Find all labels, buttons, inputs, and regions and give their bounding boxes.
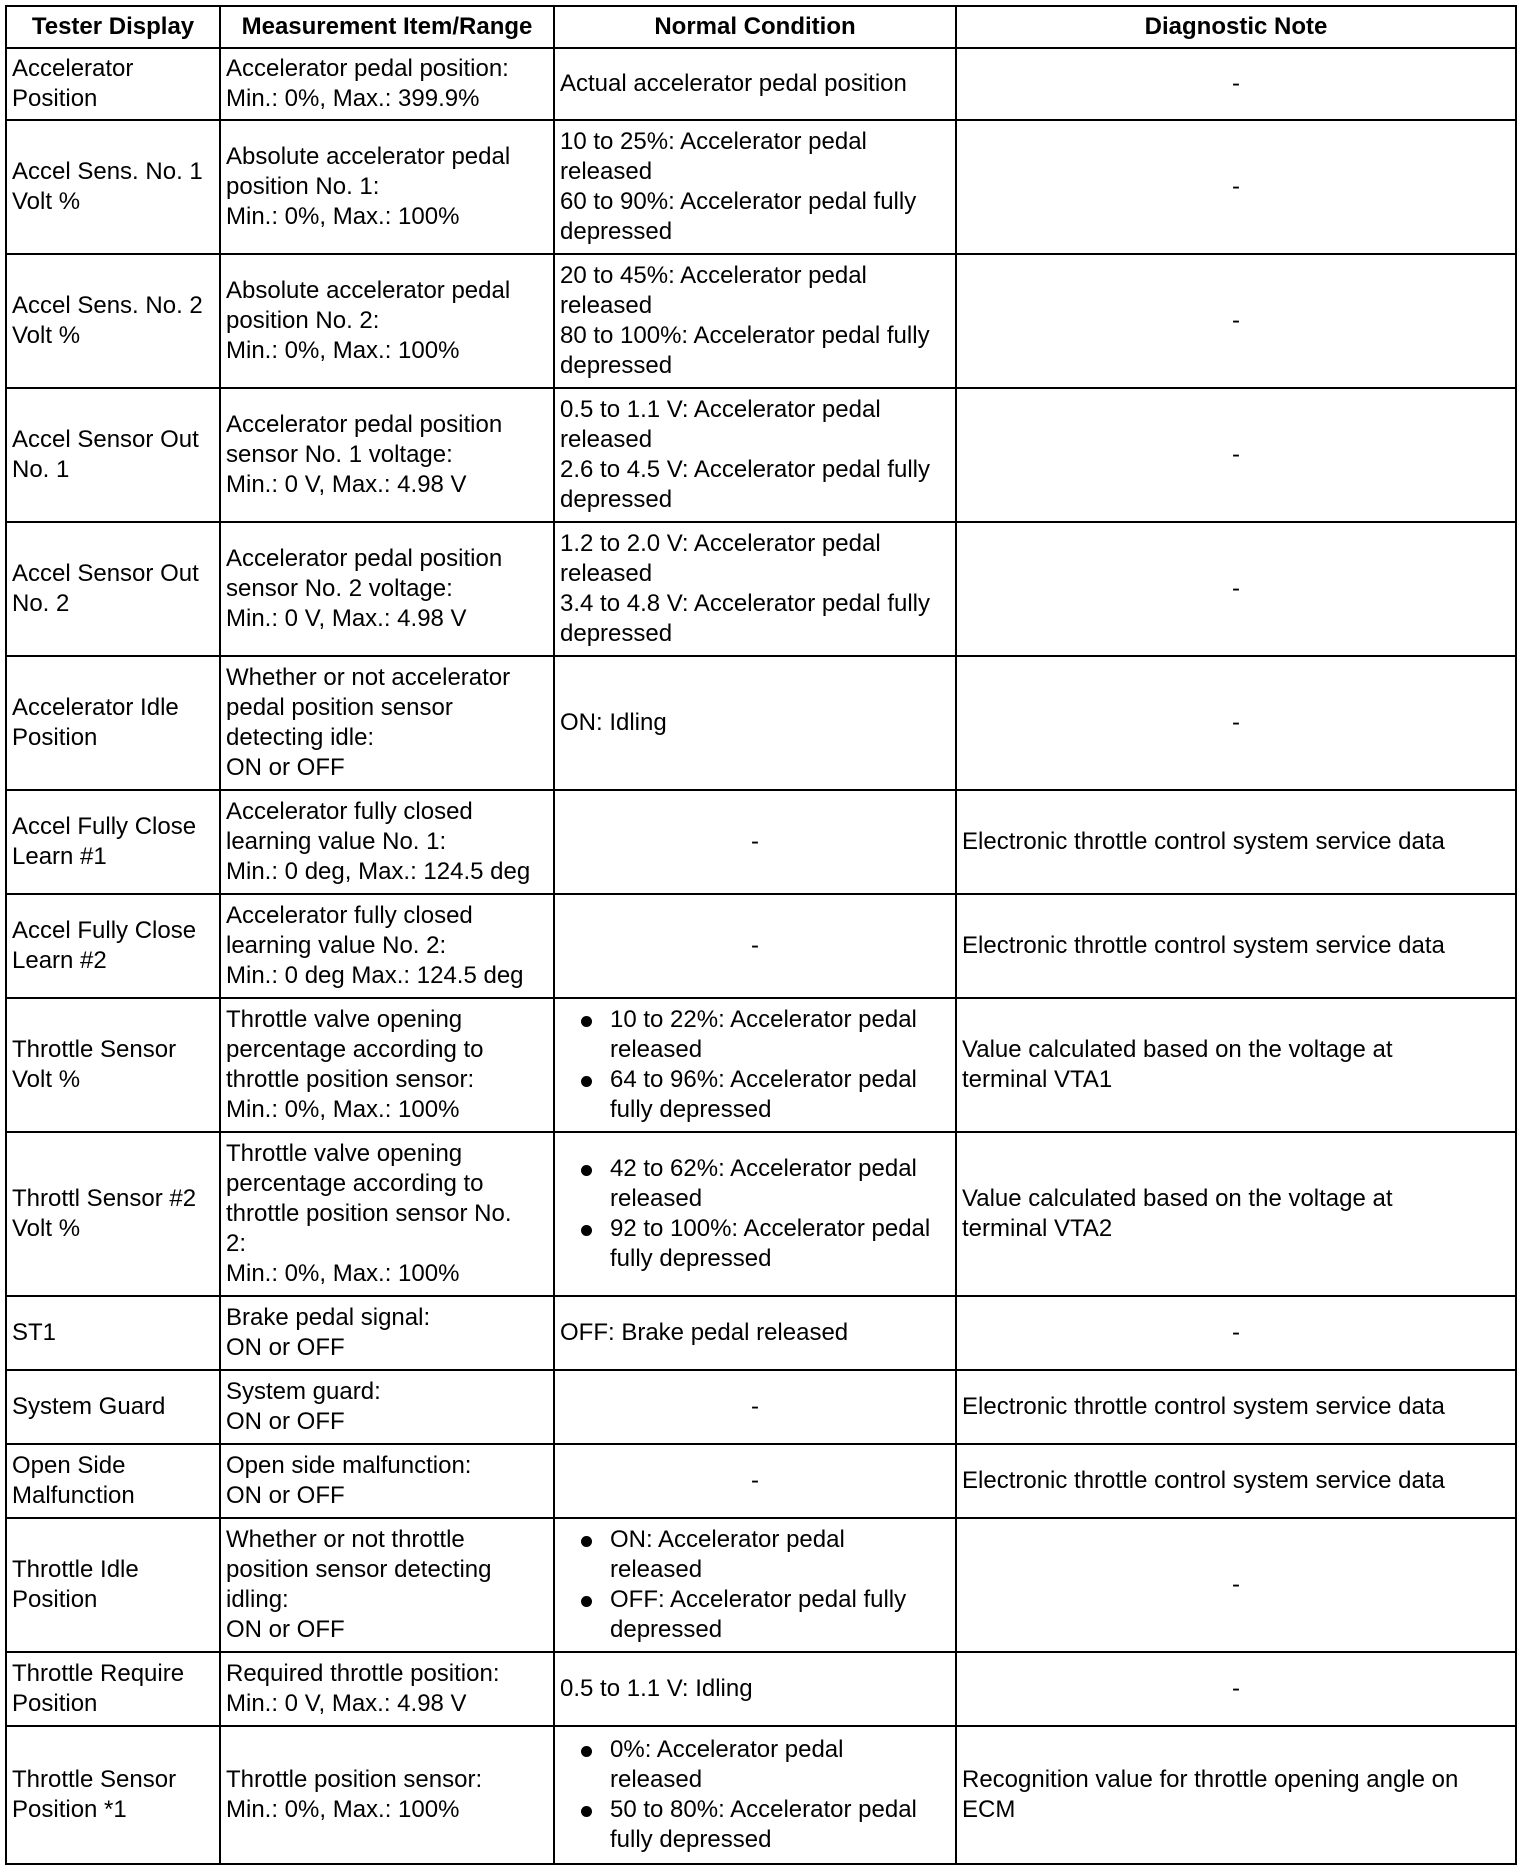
condition-bullet-item [560, 1525, 950, 1585]
tester-display-line: Position [12, 1586, 98, 1613]
measurement-item-cell [220, 254, 554, 388]
tester-display-cell [6, 120, 220, 254]
condition-line: released [610, 1185, 703, 1212]
measurement-line: Brake pedal signal: [226, 1304, 431, 1331]
condition-line: released [560, 158, 653, 185]
measurement-line: 2: [226, 1230, 247, 1257]
measurement-line: ON or OFF [226, 1616, 345, 1643]
condition-line: 20 to 45%: Accelerator pedal [560, 262, 867, 289]
table-row [6, 1518, 1516, 1652]
measurement-item-cell [220, 1652, 554, 1726]
condition-line: 42 to 62%: Accelerator pedal [610, 1155, 917, 1182]
condition-line: - [751, 1393, 759, 1420]
tester-display-line: No. 1 [12, 456, 70, 483]
condition-line: released [610, 1036, 703, 1063]
condition-line: 60 to 90%: Accelerator pedal fully [560, 188, 917, 215]
measurement-item-cell [220, 790, 554, 894]
measurement-item-cell [220, 522, 554, 656]
header-diagnostic-note: Diagnostic Note [956, 6, 1516, 48]
tester-display-line: Position *1 [12, 1796, 127, 1823]
tester-display-line: Accel Sens. No. 1 [12, 158, 203, 185]
measurement-item-cell [220, 388, 554, 522]
table-row [6, 1296, 1516, 1370]
condition-bullet-list [560, 1525, 950, 1645]
condition-bullet-list [560, 1154, 950, 1274]
measurement-line: Accelerator fully closed [226, 902, 473, 929]
normal-condition-cell [554, 1726, 956, 1864]
condition-line: depressed [560, 218, 673, 245]
measurement-item-cell [220, 1518, 554, 1652]
tester-display-line: Accelerator [12, 55, 134, 82]
measurement-line: System guard: [226, 1378, 381, 1405]
measurement-item-cell [220, 1370, 554, 1444]
normal-condition-cell [554, 1370, 956, 1444]
condition-bullet-item [560, 1214, 950, 1274]
measurement-line: Whether or not throttle [226, 1526, 465, 1553]
note-line: - [1232, 70, 1240, 97]
measurement-line: Accelerator pedal position [226, 545, 503, 572]
tester-display-line: Accelerator Idle [12, 694, 179, 721]
table-row [6, 656, 1516, 790]
diagnostic-note-cell [956, 120, 1516, 254]
measurement-line: sensor No. 2 voltage: [226, 575, 453, 602]
measurement-line: Min.: 0 deg Max.: 124.5 deg [226, 962, 524, 989]
measurement-item-cell [220, 120, 554, 254]
measurement-line: percentage according to [226, 1036, 484, 1063]
diagnostic-note-cell [956, 522, 1516, 656]
condition-line: released [610, 1766, 703, 1793]
tester-display-cell [6, 998, 220, 1132]
measurement-line: Whether or not accelerator [226, 664, 511, 691]
tester-display-line: Position [12, 724, 98, 751]
measurement-item-cell [220, 1296, 554, 1370]
tester-display-line: ST1 [12, 1319, 57, 1346]
condition-line: 2.6 to 4.5 V: Accelerator pedal fully [560, 456, 930, 483]
normal-condition-cell [554, 656, 956, 790]
tester-display-cell [6, 1132, 220, 1296]
note-line: Recognition value for throttle opening angle on [962, 1766, 1459, 1793]
measurement-line: Throttle valve opening [226, 1140, 463, 1167]
table-row [6, 1652, 1516, 1726]
condition-line: 10 to 22%: Accelerator pedal [610, 1006, 917, 1033]
normal-condition-cell [554, 48, 956, 120]
tester-display-cell [6, 656, 220, 790]
condition-line: OFF: Brake pedal released [560, 1319, 849, 1346]
condition-line: - [751, 932, 759, 959]
note-line: Electronic throttle control system service data [962, 828, 1445, 855]
measurement-line: Min.: 0%, Max.: 100% [226, 1796, 460, 1823]
tester-display-line: Volt % [12, 188, 81, 215]
table-row [6, 388, 1516, 522]
condition-line: released [560, 560, 653, 587]
note-line: - [1232, 575, 1240, 602]
measurement-line: ON or OFF [226, 1334, 345, 1361]
measurement-item-cell [220, 1132, 554, 1296]
table-row [6, 1726, 1516, 1864]
tester-display-line: Accel Sens. No. 2 [12, 292, 203, 319]
diagnostic-note-cell [956, 1652, 1516, 1726]
measurement-line: Min.: 0%, Max.: 399.9% [226, 85, 480, 112]
condition-bullet-item [560, 1065, 950, 1125]
tester-display-line: Malfunction [12, 1482, 135, 1509]
measurement-line: Min.: 0 V, Max.: 4.98 V [226, 1690, 467, 1717]
measurement-line: Open side malfunction: [226, 1452, 472, 1479]
measurement-line: Throttle position sensor: [226, 1766, 483, 1793]
tester-display-cell [6, 1726, 220, 1864]
table-row [6, 1444, 1516, 1518]
measurement-line: sensor No. 1 voltage: [226, 441, 453, 468]
note-line: - [1232, 709, 1240, 736]
note-line: - [1232, 1319, 1240, 1346]
header-normal-condition: Normal Condition [554, 6, 956, 48]
header-measurement-item: Measurement Item/Range [220, 6, 554, 48]
measurement-line: idling: [226, 1586, 289, 1613]
tester-display-cell [6, 388, 220, 522]
tester-display-line: Position [12, 1690, 98, 1717]
condition-line: released [560, 426, 653, 453]
condition-line: 3.4 to 4.8 V: Accelerator pedal fully [560, 590, 930, 617]
tester-display-line: Throttle Idle [12, 1556, 139, 1583]
tester-display-line: Learn #2 [12, 947, 107, 974]
diagnostic-note-cell [956, 254, 1516, 388]
measurement-line: detecting idle: [226, 724, 375, 751]
condition-line: 64 to 96%: Accelerator pedal [610, 1066, 917, 1093]
tester-display-line: Volt % [12, 1215, 81, 1242]
tester-data-table [5, 5, 1517, 1865]
measurement-line: ON or OFF [226, 1408, 345, 1435]
note-line: Electronic throttle control system service data [962, 932, 1445, 959]
normal-condition-cell [554, 1296, 956, 1370]
measurement-item-cell [220, 1726, 554, 1864]
condition-bullet-list [560, 1005, 950, 1125]
condition-line: 10 to 25%: Accelerator pedal [560, 128, 867, 155]
measurement-line: Min.: 0%, Max.: 100% [226, 1096, 460, 1123]
table-row [6, 894, 1516, 998]
measurement-item-cell [220, 1444, 554, 1518]
condition-bullet-list [560, 1735, 950, 1855]
tester-display-cell [6, 522, 220, 656]
condition-bullet-item [560, 1585, 950, 1645]
condition-bullet-item [560, 1154, 950, 1214]
note-line: - [1232, 173, 1240, 200]
diagnostic-note-cell [956, 998, 1516, 1132]
tester-display-line: Accel Fully Close [12, 813, 197, 840]
condition-line: ON: Accelerator pedal [610, 1526, 845, 1553]
normal-condition-cell [554, 1132, 956, 1296]
table-row [6, 522, 1516, 656]
measurement-line: Min.: 0 V, Max.: 4.98 V [226, 605, 467, 632]
tester-display-cell [6, 1518, 220, 1652]
diagnostic-note-cell [956, 1370, 1516, 1444]
measurement-line: Min.: 0%, Max.: 100% [226, 337, 460, 364]
measurement-line: Min.: 0 deg, Max.: 124.5 deg [226, 858, 531, 885]
normal-condition-cell [554, 894, 956, 998]
measurement-line: Accelerator pedal position [226, 411, 503, 438]
measurement-line: Min.: 0%, Max.: 100% [226, 1260, 460, 1287]
note-line: terminal VTA1 [962, 1066, 1113, 1093]
condition-line: depressed [560, 620, 673, 647]
normal-condition-cell [554, 254, 956, 388]
diagnostic-note-cell [956, 656, 1516, 790]
tester-display-cell [6, 1444, 220, 1518]
normal-condition-cell [554, 998, 956, 1132]
condition-line: fully depressed [610, 1826, 772, 1853]
condition-line: Actual accelerator pedal position [560, 70, 907, 97]
condition-line: fully depressed [610, 1096, 772, 1123]
condition-bullet-item [560, 1735, 950, 1795]
condition-line: - [751, 1467, 759, 1494]
condition-line: 0.5 to 1.1 V: Accelerator pedal [560, 396, 881, 423]
condition-line: depressed [560, 486, 673, 513]
measurement-item-cell [220, 998, 554, 1132]
measurement-item-cell [220, 894, 554, 998]
tester-display-line: Accel Sensor Out [12, 426, 199, 453]
measurement-item-cell [220, 656, 554, 790]
diagnostic-note-cell [956, 1726, 1516, 1864]
measurement-line: Absolute accelerator pedal [226, 277, 511, 304]
tester-display-cell [6, 894, 220, 998]
note-line: - [1232, 307, 1240, 334]
tester-display-line: System Guard [12, 1393, 166, 1420]
table-row [6, 1132, 1516, 1296]
measurement-line: Throttle valve opening [226, 1006, 463, 1033]
condition-line: 1.2 to 2.0 V: Accelerator pedal [560, 530, 881, 557]
condition-line: released [560, 292, 653, 319]
diagnostic-note-cell [956, 1518, 1516, 1652]
measurement-line: position No. 1: [226, 173, 380, 200]
table-row [6, 1370, 1516, 1444]
measurement-line: ON or OFF [226, 754, 345, 781]
tester-display-cell [6, 48, 220, 120]
tester-display-line: Volt % [12, 322, 81, 349]
tester-display-cell [6, 790, 220, 894]
measurement-line: percentage according to [226, 1170, 484, 1197]
tester-display-cell [6, 1652, 220, 1726]
table-row [6, 998, 1516, 1132]
diagnostic-note-cell [956, 894, 1516, 998]
condition-line: OFF: Accelerator pedal fully [610, 1586, 907, 1613]
tester-display-line: Accel Fully Close [12, 917, 197, 944]
measurement-line: throttle position sensor No. [226, 1200, 512, 1227]
header-tester-display: Tester Display [6, 6, 220, 48]
measurement-line: pedal position sensor [226, 694, 453, 721]
tester-display-line: Open Side [12, 1452, 126, 1479]
normal-condition-cell [554, 1444, 956, 1518]
tester-display-cell [6, 1296, 220, 1370]
tester-display-line: Volt % [12, 1066, 81, 1093]
note-line: ECM [962, 1796, 1016, 1823]
condition-line: 50 to 80%: Accelerator pedal [610, 1796, 917, 1823]
note-line: terminal VTA2 [962, 1215, 1113, 1242]
measurement-line: learning value No. 1: [226, 828, 447, 855]
measurement-line: Accelerator fully closed [226, 798, 473, 825]
condition-line: fully depressed [610, 1245, 772, 1272]
tester-display-line: Throttle Sensor [12, 1036, 177, 1063]
tester-display-line: Accel Sensor Out [12, 560, 199, 587]
condition-line: 92 to 100%: Accelerator pedal [610, 1215, 931, 1242]
normal-condition-cell [554, 388, 956, 522]
note-line: - [1232, 1571, 1240, 1598]
measurement-line: Min.: 0%, Max.: 100% [226, 203, 460, 230]
note-line: Value calculated based on the voltage at [962, 1036, 1393, 1063]
measurement-line: position sensor detecting [226, 1556, 492, 1583]
condition-line: depressed [560, 352, 673, 379]
table-row [6, 48, 1516, 120]
condition-line: ON: Idling [560, 709, 667, 736]
measurement-line: Required throttle position: [226, 1660, 500, 1687]
tester-display-line: Throttle Require [12, 1660, 185, 1687]
diagnostic-note-cell [956, 1296, 1516, 1370]
table-row [6, 120, 1516, 254]
condition-line: depressed [610, 1616, 723, 1643]
normal-condition-cell [554, 522, 956, 656]
condition-line: 80 to 100%: Accelerator pedal fully [560, 322, 930, 349]
note-line: - [1232, 441, 1240, 468]
condition-line: 0%: Accelerator pedal [610, 1736, 844, 1763]
note-line: - [1232, 1675, 1240, 1702]
diagnostic-note-cell [956, 388, 1516, 522]
diagnostic-note-cell [956, 1132, 1516, 1296]
tester-display-line: Throttle Sensor [12, 1766, 177, 1793]
diagnostic-note-cell [956, 1444, 1516, 1518]
normal-condition-cell [554, 790, 956, 894]
tester-display-line: Learn #1 [12, 843, 107, 870]
header-row [6, 6, 1516, 48]
measurement-line: Absolute accelerator pedal [226, 143, 511, 170]
note-line: Electronic throttle control system service data [962, 1393, 1445, 1420]
tester-display-cell [6, 1370, 220, 1444]
condition-line: released [610, 1556, 703, 1583]
normal-condition-cell [554, 120, 956, 254]
measurement-line: Min.: 0 V, Max.: 4.98 V [226, 471, 467, 498]
normal-condition-cell [554, 1652, 956, 1726]
tester-display-line: Throttl Sensor #2 [12, 1185, 197, 1212]
table-row [6, 254, 1516, 388]
table-row [6, 790, 1516, 894]
condition-line: - [751, 828, 759, 855]
tester-display-cell [6, 254, 220, 388]
condition-bullet-item [560, 1795, 950, 1855]
condition-bullet-item [560, 1005, 950, 1065]
condition-line: 0.5 to 1.1 V: Idling [560, 1675, 753, 1702]
normal-condition-cell [554, 1518, 956, 1652]
note-line: Electronic throttle control system service data [962, 1467, 1445, 1494]
measurement-item-cell [220, 48, 554, 120]
tester-display-line: No. 2 [12, 590, 70, 617]
measurement-line: throttle position sensor: [226, 1066, 475, 1093]
measurement-line: Accelerator pedal position: [226, 55, 509, 82]
measurement-line: learning value No. 2: [226, 932, 447, 959]
diagnostic-note-cell [956, 790, 1516, 894]
measurement-line: ON or OFF [226, 1482, 345, 1509]
measurement-line: position No. 2: [226, 307, 380, 334]
diagnostic-note-cell [956, 48, 1516, 120]
tester-display-line: Position [12, 85, 98, 112]
note-line: Value calculated based on the voltage at [962, 1185, 1393, 1212]
